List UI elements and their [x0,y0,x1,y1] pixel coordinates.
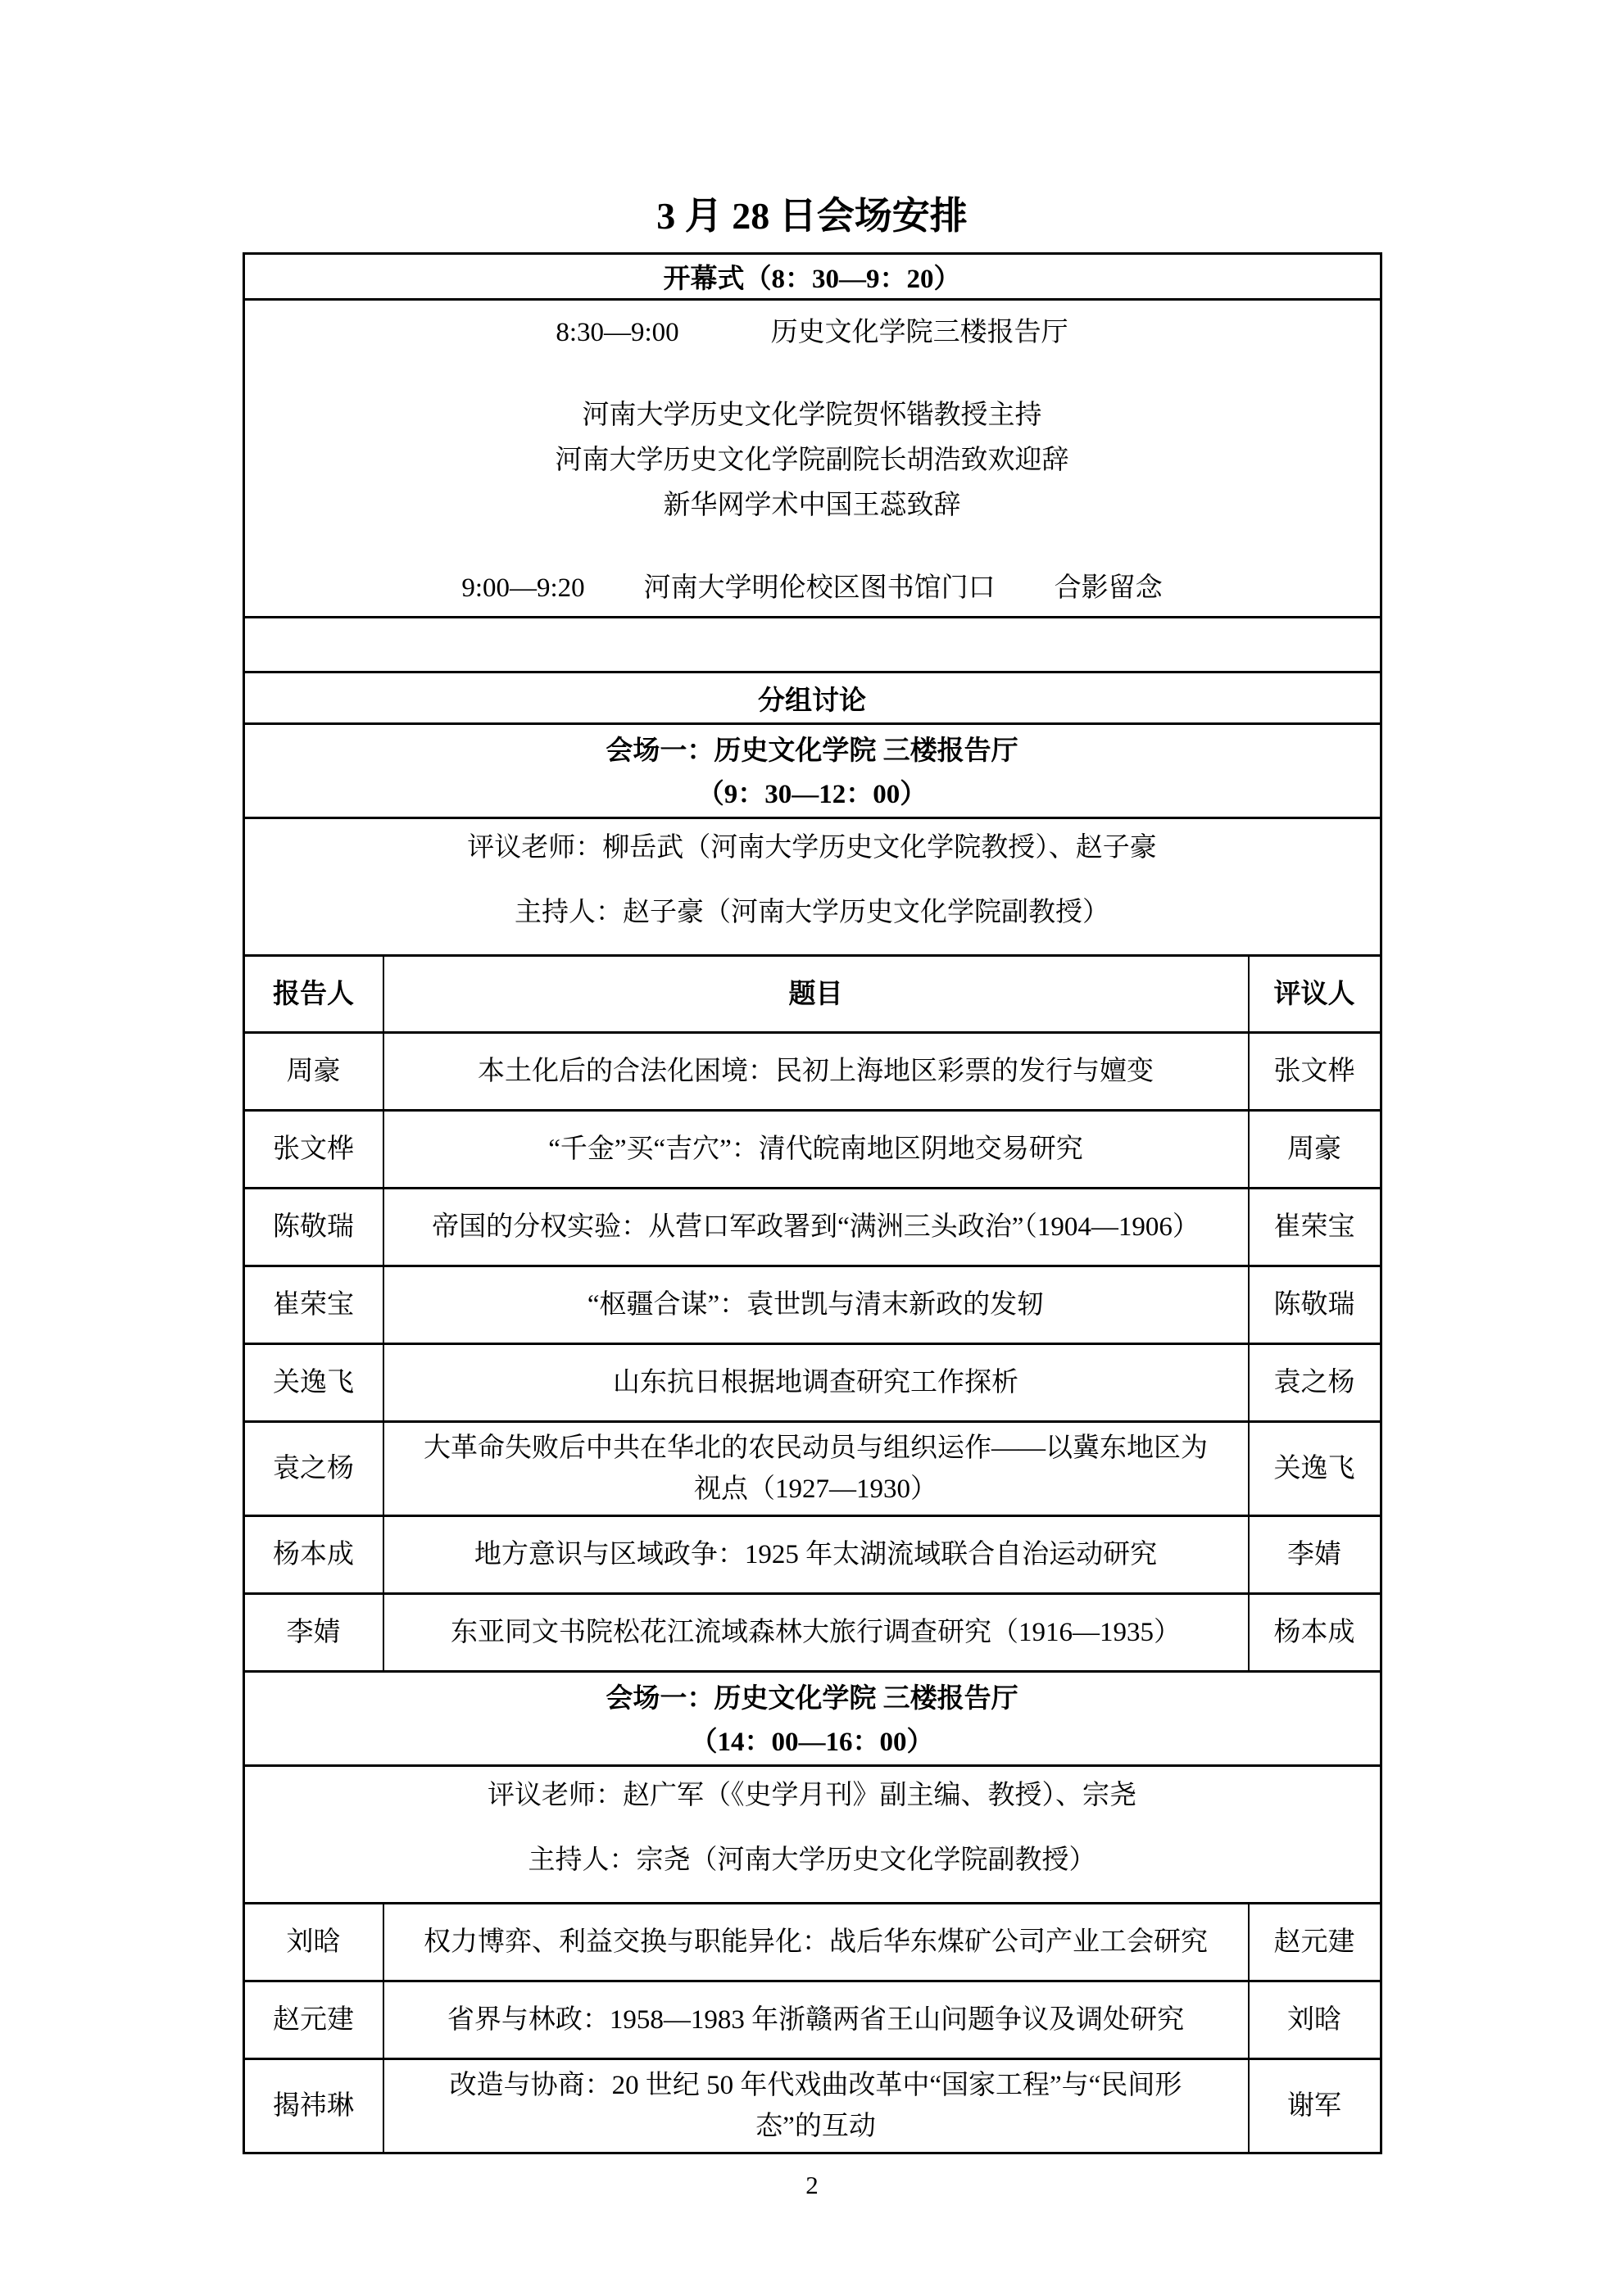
session2-chairs-block [245,1764,1380,1902]
speaker-cell: 周豪 [286,1057,341,1086]
opening-welcome-text: 河南大学历史文化学院副院长胡浩致欢迎辞 [555,446,1069,475]
topic-cell: 本土化后的合法化困境：民初上海地区彩票的发行与嬗变 [383,1034,1248,1109]
column-header-row [245,954,1380,1031]
session2-venue-line: 会场一：历史文化学院 三楼报告厅 [606,1684,1018,1714]
speaker-cell: 张文桦 [273,1134,354,1164]
opening-line-photo [245,566,1380,611]
speaker-cell: 刘晗 [286,1927,341,1957]
table-row [245,1420,1380,1515]
opening-speech-line [245,483,1380,528]
table-row [245,1187,1380,1265]
topic-cell: 改造与协商：20 世纪 50 年代戏曲改革中“国家工程”与“民间形态”的互动 [383,2060,1248,2152]
topic-cell: 东亚同文书院松花江流域森林大旅行调查研究（1916—1935） [383,1595,1248,1670]
reviewer-cell: 崔荣宝 [1248,1189,1380,1265]
opening-host-line [245,393,1380,438]
table-row [245,1515,1380,1592]
opening-host-text: 河南大学历史文化学院贺怀锴教授主持 [582,401,1042,430]
session2-time-line: （14：00—16：00） [690,1728,934,1757]
session1-chair-line: 主持人：赵子豪（河南大学历史文化学院副教授） [515,898,1109,927]
session2-chair-line: 主持人：宗尧（河南大学历史文化学院副教授） [528,1845,1096,1875]
topic-cell: 省界与林政：1958—1983 年浙赣两省王山问题争议及调处研究 [383,1982,1248,2058]
table-row [245,1109,1380,1187]
opening-venue-2: 河南大学明伦校区图书馆门口 [643,573,996,603]
speaker-cell: 崔荣宝 [273,1290,354,1320]
reviewer-cell: 周豪 [1248,1112,1380,1187]
session2-venue-header [245,1670,1380,1764]
session1-venue-line: 会场一：历史文化学院 三楼报告厅 [606,736,1018,766]
topic-cell: 大革命失败后中共在华北的农民动员与组织运作——以冀东地区为视点（1927—1930） [383,1423,1248,1515]
table-row [245,1980,1380,2058]
reviewer-cell: 杨本成 [1248,1595,1380,1670]
page-title: 3 月 28 日会场安排 [656,195,968,237]
opening-speech-text: 新华网学术中国王蕊致辞 [663,491,961,520]
topic-cell: “枢疆合谋”：袁世凯与清末新政的发轫 [383,1267,1248,1343]
speaker-cell: 杨本成 [273,1540,354,1569]
topic-cell: 山东抗日根据地调查研究工作探析 [383,1345,1248,1420]
opening-photo-label: 合影留念 [1054,573,1163,603]
topic-cell: 权力博弈、利益交换与职能异化：战后华东煤矿公司产业工会研究 [383,1904,1248,1980]
column-header-reviewer: 评议人 [1248,957,1380,1031]
opening-ceremony-header: 开幕式（8：30—9：20） [663,265,961,294]
speaker-cell: 袁之杨 [273,1454,354,1483]
speaker-cell: 李婧 [286,1618,341,1647]
spacer-row [245,616,1380,671]
table-row [245,2058,1380,2152]
reviewer-cell: 李婧 [1248,1517,1380,1592]
opening-time-2: 9:00—9:20 [461,573,585,603]
topic-cell: 地方意识与区域政争：1925 年太湖流域联合自治运动研究 [383,1517,1248,1592]
column-header-speaker: 报告人 [273,979,354,1009]
opening-ceremony-block [245,298,1380,616]
session1-reviewers-line: 评议老师：柳岳武（河南大学历史文化学院教授）、赵子豪 [467,833,1157,863]
group-discussion-header: 分组讨论 [245,671,1380,722]
opening-welcome-line [245,438,1380,483]
table-row [245,1343,1380,1420]
session1-venue-header [245,722,1380,817]
topic-cell: “千金”买“吉穴”：清代皖南地区阴地交易研究 [383,1112,1248,1187]
speaker-cell: 关逸飞 [273,1368,354,1397]
reviewer-cell: 赵元建 [1248,1904,1380,1980]
schedule-table [243,252,1382,2154]
table-row [245,1592,1380,1670]
reviewer-cell: 关逸飞 [1248,1423,1380,1515]
reviewer-cell: 谢军 [1248,2060,1380,2152]
table-row [245,1902,1380,1980]
table-row [245,1031,1380,1109]
session1-chairs-block [245,817,1380,954]
reviewer-cell: 陈敬瑞 [1248,1267,1380,1343]
opening-time-1: 8:30—9:00 [556,318,679,347]
speaker-cell: 赵元建 [273,2005,354,2035]
opening-venue-1: 历史文化学院三楼报告厅 [770,318,1068,347]
opening-line-1 [245,310,1380,355]
session1-time-line: （9：30—12：00） [696,780,928,809]
page-number: 2 [805,2171,819,2199]
session2-reviewers-line: 评议老师：赵广军（《史学月刊》副主编、教授）、宗尧 [488,1781,1136,1810]
reviewer-cell: 张文桦 [1248,1034,1380,1109]
speaker-cell: 揭祎琳 [273,2091,354,2121]
column-header-topic: 题目 [383,957,1248,1031]
topic-cell: 帝国的分权实验：从营口军政署到“满洲三头政治”（1904—1906） [383,1189,1248,1265]
reviewer-cell: 袁之杨 [1248,1345,1380,1420]
table-row [245,1265,1380,1343]
speaker-cell: 陈敬瑞 [273,1212,354,1242]
reviewer-cell: 刘晗 [1248,1982,1380,2058]
